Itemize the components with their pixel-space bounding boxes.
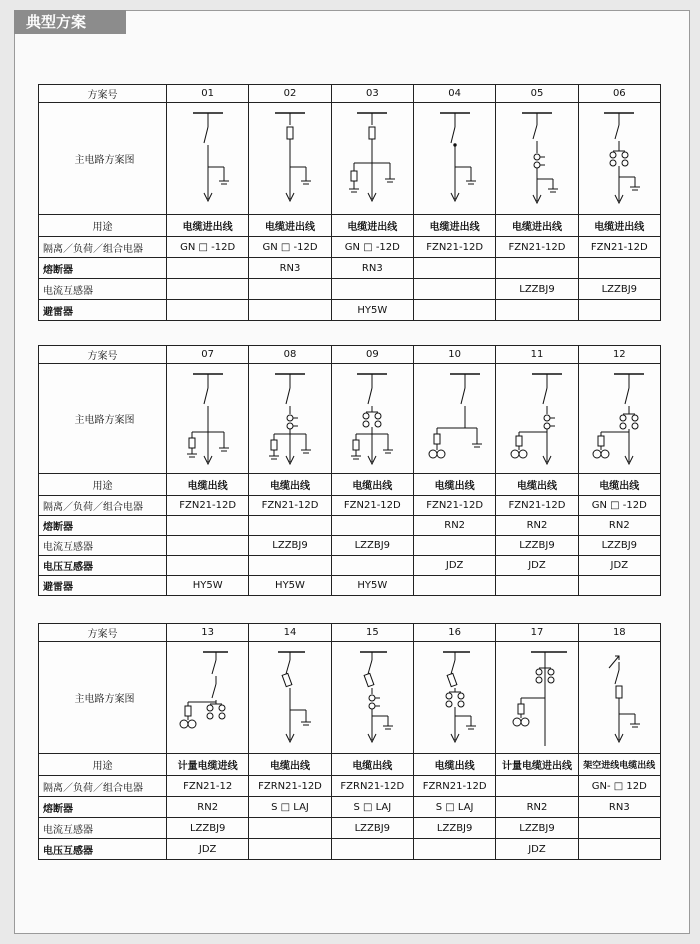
use-cell: 电缆出线: [413, 474, 495, 496]
scheme-no: 16: [413, 624, 495, 642]
arrester-cell: [413, 576, 495, 596]
switch-cell: GN □ -12D: [167, 237, 249, 258]
switch-cell: FZRN21-12D: [331, 776, 413, 797]
ct-label: 电流互感器: [39, 279, 167, 300]
use-row: [39, 754, 661, 776]
use-cell: 电缆进出线: [496, 215, 578, 237]
ct-row: [39, 279, 661, 300]
fuse-cell: RN2: [496, 516, 578, 536]
fuse-cell: [413, 258, 495, 279]
use-cell: 架空进线电缆出线: [578, 754, 660, 776]
scheme-number-row: [39, 85, 661, 103]
use-cell: 电缆出线: [578, 474, 660, 496]
use-label: 用途: [39, 474, 167, 496]
switch-cell: FZN21-12: [167, 776, 249, 797]
arrester-label: 避雷器: [39, 576, 167, 596]
ct-cell: [249, 279, 331, 300]
fuse-label: 熔断器: [39, 797, 167, 818]
arrester-cell: HY5W: [167, 576, 249, 596]
ct-cell: [167, 279, 249, 300]
circuit-diagram-12: [578, 364, 660, 474]
vt-cell: [331, 556, 413, 576]
scheme-no: 06: [578, 85, 660, 103]
switch-cell: FZRN21-12D: [413, 776, 495, 797]
circuit-diagram-icon: [250, 644, 330, 752]
vt-cell: [413, 839, 495, 860]
switch-cell: GN □ -12D: [331, 237, 413, 258]
use-cell: 电缆出线: [413, 754, 495, 776]
vt-cell: [249, 839, 331, 860]
circuit-diagram-18: [578, 642, 660, 754]
circuit-diagram-icon: [332, 366, 412, 472]
fuse-label: 熔断器: [39, 516, 167, 536]
switch-cell: FZN21-12D: [331, 496, 413, 516]
circuit-diagram-02: [249, 103, 331, 215]
ct-cell: LZZBJ9: [413, 818, 495, 839]
circuit-diagram-icon: [579, 105, 659, 213]
circuit-diagram-03: [331, 103, 413, 215]
use-cell: 电缆进出线: [578, 215, 660, 237]
use-cell: 电缆出线: [331, 754, 413, 776]
arrester-cell: [249, 300, 331, 321]
scheme-no: 11: [496, 346, 578, 364]
arrester-cell: HY5W: [249, 576, 331, 596]
use-cell: 电缆出线: [249, 754, 331, 776]
switch-cell: FZN21-12D: [413, 496, 495, 516]
scheme-number-row: [39, 346, 661, 364]
use-cell: 电缆进出线: [331, 215, 413, 237]
use-label: 用途: [39, 215, 167, 237]
switch-label: 隔离／负荷／组合电器: [39, 496, 167, 516]
scheme-no: 03: [331, 85, 413, 103]
switch-row: [39, 496, 661, 516]
ct-cell: LZZBJ9: [496, 536, 578, 556]
circuit-diagram-04: [413, 103, 495, 215]
circuit-diagram-14: [249, 642, 331, 754]
scheme-no: 14: [249, 624, 331, 642]
ct-cell: [578, 818, 660, 839]
scheme-no-label: 方案号: [39, 85, 167, 103]
vt-cell: [578, 839, 660, 860]
scheme-no: 12: [578, 346, 660, 364]
arrester-cell: HY5W: [331, 576, 413, 596]
switch-cell: [496, 776, 578, 797]
circuit-diagram-icon: [497, 366, 577, 472]
diagram-label: 主电路方案图: [39, 642, 167, 754]
scheme-number-row: [39, 624, 661, 642]
circuit-diagram-07: [167, 364, 249, 474]
vt-label: 电压互感器: [39, 556, 167, 576]
vt-cell: [331, 839, 413, 860]
scheme-no: 01: [167, 85, 249, 103]
switch-label: 隔离／负荷／组合电器: [39, 776, 167, 797]
circuit-diagram-icon: [497, 644, 577, 752]
circuit-diagram-icon: [168, 366, 248, 472]
diagram-label: 主电路方案图: [39, 364, 167, 474]
circuit-diagram-01: [167, 103, 249, 215]
ct-cell: LZZBJ9: [331, 536, 413, 556]
scheme-no: 17: [496, 624, 578, 642]
switch-cell: FZN21-12D: [496, 496, 578, 516]
ct-cell: LZZBJ9: [578, 279, 660, 300]
ct-cell: [331, 279, 413, 300]
ct-row: [39, 818, 661, 839]
scheme-no-label: 方案号: [39, 624, 167, 642]
scheme-no-label: 方案号: [39, 346, 167, 364]
use-cell: 电缆进出线: [167, 215, 249, 237]
circuit-diagram-10: [413, 364, 495, 474]
fuse-row: [39, 516, 661, 536]
arrester-cell: [496, 576, 578, 596]
ct-cell: LZZBJ9: [496, 279, 578, 300]
fuse-cell: S □ LAJ: [331, 797, 413, 818]
ct-cell: LZZBJ9: [578, 536, 660, 556]
circuit-diagram-icon: [579, 644, 659, 752]
circuit-diagram-16: [413, 642, 495, 754]
ct-cell: LZZBJ9: [331, 818, 413, 839]
ct-row: [39, 536, 661, 556]
arrester-label: 避雷器: [39, 300, 167, 321]
switch-label: 隔离／负荷／组合电器: [39, 237, 167, 258]
vt-cell: [249, 556, 331, 576]
circuit-diagram-15: [331, 642, 413, 754]
ct-cell: LZZBJ9: [249, 536, 331, 556]
switch-cell: FZN21-12D: [578, 237, 660, 258]
use-cell: 电缆进出线: [413, 215, 495, 237]
arrester-cell: [496, 300, 578, 321]
scheme-no: 05: [496, 85, 578, 103]
circuit-diagram-13: [167, 642, 249, 754]
fuse-cell: [578, 258, 660, 279]
diagram-row: [39, 103, 661, 215]
circuit-diagram-icon: [250, 105, 330, 213]
use-cell: 电缆进出线: [249, 215, 331, 237]
use-row: [39, 474, 661, 496]
use-cell: 电缆出线: [167, 474, 249, 496]
vt-row: [39, 556, 661, 576]
circuit-diagram-icon: [332, 105, 412, 213]
circuit-diagram-09: [331, 364, 413, 474]
circuit-diagram-17: [496, 642, 578, 754]
circuit-diagram-icon: [250, 366, 330, 472]
section-title: 典型方案: [14, 10, 126, 34]
use-cell: 电缆出线: [249, 474, 331, 496]
vt-cell: [167, 556, 249, 576]
ct-label: 电流互感器: [39, 818, 167, 839]
ct-cell: [413, 279, 495, 300]
circuit-diagram-icon: [415, 366, 495, 472]
scheme-table-2: [38, 345, 661, 596]
fuse-cell: RN2: [496, 797, 578, 818]
use-cell: 电缆出线: [331, 474, 413, 496]
vt-cell: JDZ: [167, 839, 249, 860]
switch-cell: FZRN21-12D: [249, 776, 331, 797]
scheme-no: 09: [331, 346, 413, 364]
circuit-diagram-icon: [168, 644, 248, 752]
fuse-cell: S □ LAJ: [249, 797, 331, 818]
arrester-cell: HY5W: [331, 300, 413, 321]
circuit-diagram-icon: [415, 105, 495, 213]
circuit-diagram-icon: [332, 644, 412, 752]
switch-cell: FZN21-12D: [413, 237, 495, 258]
scheme-table-3: [38, 623, 661, 860]
ct-cell: LZZBJ9: [496, 818, 578, 839]
switch-cell: FZN21-12D: [167, 496, 249, 516]
vt-cell: JDZ: [413, 556, 495, 576]
use-label: 用途: [39, 754, 167, 776]
circuit-diagram-icon: [579, 366, 659, 472]
scheme-no: 10: [413, 346, 495, 364]
scheme-no: 08: [249, 346, 331, 364]
circuit-diagram-icon: [168, 105, 248, 213]
vt-row: [39, 839, 661, 860]
arrester-cell: [413, 300, 495, 321]
arrester-row: [39, 300, 661, 321]
switch-cell: GN- □ 12D: [578, 776, 660, 797]
arrester-cell: [578, 576, 660, 596]
use-row: [39, 215, 661, 237]
use-cell: 计量电缆进线: [167, 754, 249, 776]
fuse-cell: RN3: [331, 258, 413, 279]
circuit-diagram-06: [578, 103, 660, 215]
fuse-cell: S □ LAJ: [413, 797, 495, 818]
vt-cell: JDZ: [496, 556, 578, 576]
fuse-cell: [496, 258, 578, 279]
switch-cell: GN □ -12D: [249, 237, 331, 258]
use-cell: 计量电缆进出线: [496, 754, 578, 776]
diagram-row: [39, 642, 661, 754]
arrester-cell: [578, 300, 660, 321]
ct-cell: LZZBJ9: [167, 818, 249, 839]
fuse-row: [39, 797, 661, 818]
scheme-table-1: [38, 84, 661, 321]
fuse-label: 熔断器: [39, 258, 167, 279]
fuse-cell: [249, 516, 331, 536]
scheme-no: 07: [167, 346, 249, 364]
use-cell: 电缆出线: [496, 474, 578, 496]
fuse-row: [39, 258, 661, 279]
switch-row: [39, 776, 661, 797]
fuse-cell: [167, 516, 249, 536]
circuit-diagram-05: [496, 103, 578, 215]
fuse-cell: [167, 258, 249, 279]
diagram-label: 主电路方案图: [39, 103, 167, 215]
switch-cell: GN □ -12D: [578, 496, 660, 516]
arrester-row: [39, 576, 661, 596]
circuit-diagram-icon: [497, 105, 577, 213]
switch-cell: FZN21-12D: [249, 496, 331, 516]
fuse-cell: RN2: [167, 797, 249, 818]
fuse-cell: RN3: [578, 797, 660, 818]
switch-row: [39, 237, 661, 258]
vt-label: 电压互感器: [39, 839, 167, 860]
fuse-cell: RN2: [413, 516, 495, 536]
circuit-diagram-08: [249, 364, 331, 474]
ct-cell: [249, 818, 331, 839]
ct-cell: [167, 536, 249, 556]
circuit-diagram-icon: [415, 644, 495, 752]
scheme-no: 13: [167, 624, 249, 642]
ct-cell: [413, 536, 495, 556]
scheme-no: 15: [331, 624, 413, 642]
scheme-no: 04: [413, 85, 495, 103]
vt-cell: JDZ: [496, 839, 578, 860]
scheme-no: 02: [249, 85, 331, 103]
switch-cell: FZN21-12D: [496, 237, 578, 258]
fuse-cell: [331, 516, 413, 536]
circuit-diagram-11: [496, 364, 578, 474]
scheme-no: 18: [578, 624, 660, 642]
fuse-cell: RN3: [249, 258, 331, 279]
fuse-cell: RN2: [578, 516, 660, 536]
arrester-cell: [167, 300, 249, 321]
diagram-row: [39, 364, 661, 474]
vt-cell: JDZ: [578, 556, 660, 576]
ct-label: 电流互感器: [39, 536, 167, 556]
